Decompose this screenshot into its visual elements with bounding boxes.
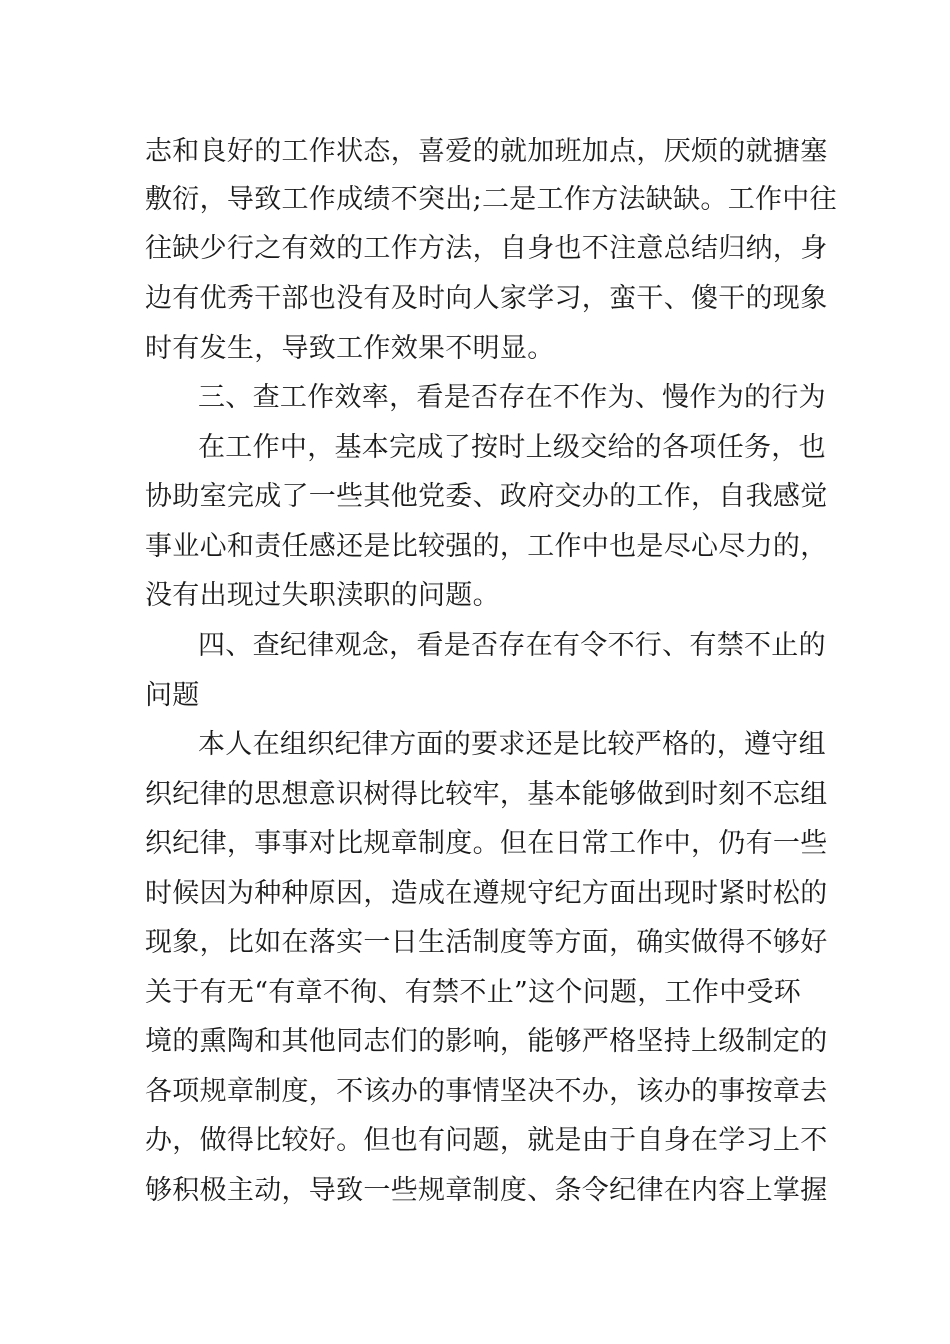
text-line-9: 事业心和责任感还是比较强的，工作中也是尽心尽力的， <box>145 531 828 562</box>
text-line-22: 够积极主动，导致一些规章制度、条令纪律在内容上掌握 <box>145 1175 828 1206</box>
text-line-18: 关于有无“有章不徇、有禁不止”这个问题，工作中受环 <box>145 977 802 1008</box>
text-line-19: 境的熏陶和其他同志们的影响，能够严格坚持上级制定的 <box>145 1026 828 1057</box>
text-line-16: 时候因为种种原因，造成在遵规守纪方面出现时紧时松的 <box>145 878 828 909</box>
section-heading-3: 三、查工作效率，看是否存在不作为、慢作为的行为 <box>198 382 826 413</box>
text-line-15: 织纪律，事事对比规章制度。但在日常工作中，仍有一些 <box>145 828 828 859</box>
text-line-1: 志和良好的工作状态，喜爱的就加班加点，厌烦的就搪塞 <box>145 136 828 167</box>
text-line-17: 现象，比如在落实一日生活制度等方面，确实做得不够好 <box>145 927 828 958</box>
text-line-8: 协助室完成了一些其他党委、政府交办的工作，自我感觉 <box>145 481 828 512</box>
text-line-5: 时有发生，导致工作效果不明显。 <box>145 333 555 364</box>
text-line-20: 各项规章制度，不该办的事情坚决不办，该办的事按章去 <box>145 1076 828 1107</box>
text-line-2: 敷衍，导致工作成绩不突出;二是工作方法缺缺。工作中往 <box>145 184 837 215</box>
text-line-13: 本人在组织纪律方面的要求还是比较严格的，遵守组 <box>198 729 826 760</box>
text-line-3: 往缺少行之有效的工作方法，自身也不注意总结归纳，身 <box>145 233 828 264</box>
section-heading-4-cont: 问题 <box>145 680 200 711</box>
text-line-4: 边有优秀干部也没有及时向人家学习，蛮干、傻干的现象 <box>145 283 828 314</box>
text-line-7: 在工作中，基本完成了按时上级交给的各项任务，也 <box>198 432 826 463</box>
section-heading-4: 四、查纪律观念，看是否存在有令不行、有禁不止的 <box>198 630 826 661</box>
text-line-14: 织纪律的思想意识树得比较牢，基本能够做到时刻不忘组 <box>145 779 828 810</box>
text-line-21: 办，做得比较好。但也有问题，就是由于自身在学习上不 <box>145 1125 828 1156</box>
text-line-10: 没有出现过失职渎职的问题。 <box>145 580 500 611</box>
